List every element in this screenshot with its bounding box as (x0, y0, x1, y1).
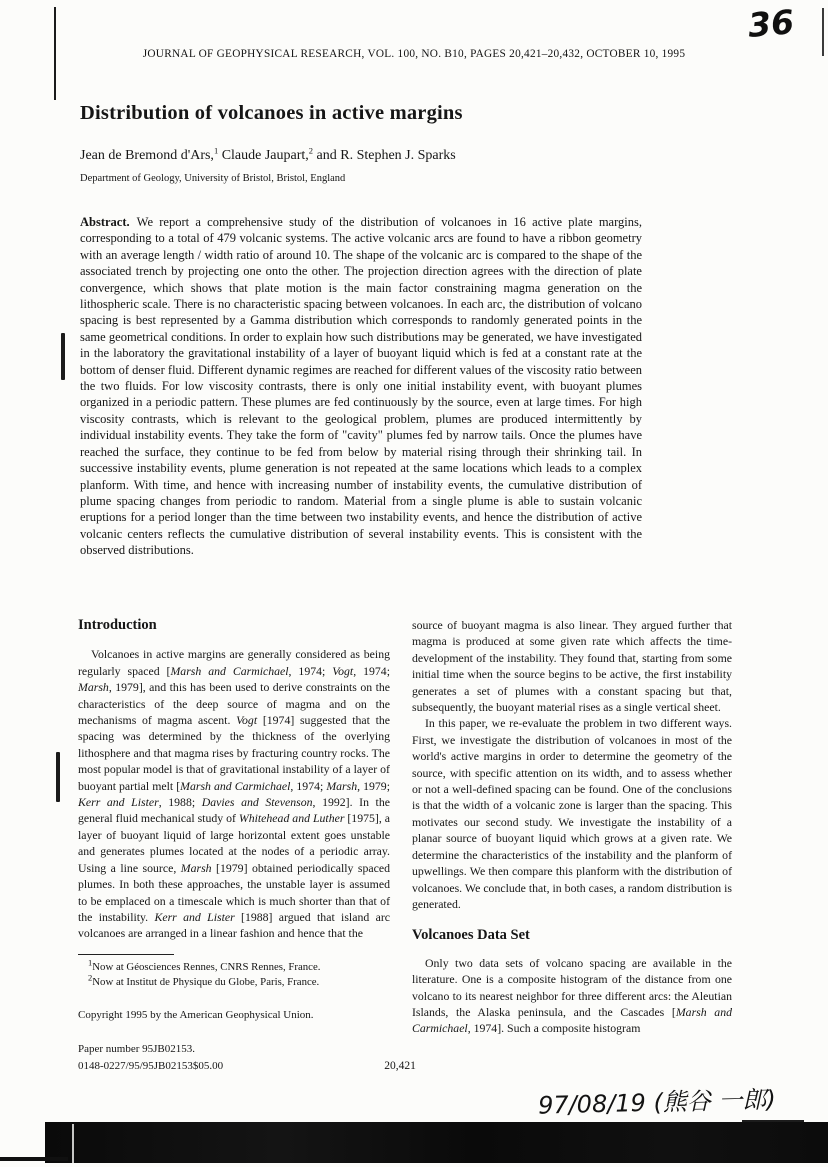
footnote-2: $^2$Now at Institut de Physique du Globe, Paris, France. (88, 972, 320, 989)
footnote-1: $^1$Now at Géosciences Rennes, CNRS Rennes, France. (88, 957, 321, 973)
abstract-text: We report a comprehensive study of the distribution of volcanoes in 16 active plate margins, corresponding to a total of 479 volcanic systems. The active volcanic arcs are found to have a ribbon geometry with an average length / width ratio of around 10. The shape of the volcanic arc is compared to the shape of the associated trench by projecting one onto the other. The projection direction agrees with the direction of plate convergence, which shows that plate motion is the main factor constraining magma generation on the lithospheric scale. There is no characteristic spacing between volcanoes. In each arc, the distribution of volcano spacing is best represented by a Gamma distribution which corresponds to randomly generated points in the same geometrical conditions. In order to explain how such distributions may be generated, we have investigated in the laboratory the gravitational instability of a layer of buoyant liquid which is fed at a constant rate at the bottom of denser fluid. Different dynamic regimes are reached for different values of the viscosity ratio between the two fluids. For low viscosity contrasts, there is only one initial instability event, with buoyant plumes organized in a periodic pattern. These plumes are fed continuously by the source, even at large times. For high viscosity contrasts, which is relevant to the geological problem, plumes are produced intermittently by individual instability events. They take the form of "cavity" plumes fed by narrow tails. Once the plumes have reached the surface, they continue to be fed from below by material rising through their shrinking tail. In successive instability events, plume generation is not repeated at the same locations which leads to a complex planform. With time, and hence with increasing number of instability events, the cumulative distribution of plume spacing changes from periodic to random. Material from a single plume is able to sustain volcanic eruptions for a period longer than the time between two instability events, and hence the distribution of active volcanic centers reflects the cumulative distribution of several instability events. This is consistent with the observed distributions. (80, 215, 642, 558)
right-column (412, 617, 732, 1037)
abstract-label: Abstract. (80, 215, 130, 229)
handwritten-date-note: 97/08/19 (熊谷 一郎) (537, 1085, 777, 1120)
section-heading-introduction: Introduction (78, 617, 157, 633)
footnote-rule (78, 954, 174, 955)
scan-margin-mark-top (54, 7, 56, 100)
scan-edge-mark (822, 8, 824, 56)
scan-bar-notch (72, 1124, 74, 1163)
journal-header: JOURNAL OF GEOPHYSICAL RESEARCH, VOL. 100, NO. B10, PAGES 20,421–20,432, OCTOBER 10, 1995 (142, 48, 686, 60)
scan-bottom-edge-line (0, 1157, 68, 1161)
article-title: Distribution of volcanoes in active margins (80, 102, 463, 124)
scan-black-bar (45, 1122, 828, 1163)
page-number: 20,421 (384, 1060, 416, 1072)
section-heading-volcanoes-data-set: Volcanoes Data Set (412, 927, 530, 944)
scan-margin-mark-intro (56, 752, 60, 802)
abstract-block (80, 214, 642, 559)
scan-margin-mark-abstract (61, 333, 65, 380)
data-set-paragraph: Only two data sets of volcano spacing are available in the literature. One is a composite histogram of the distance from one volcano to its nearest neighbor for three different arcs: the Aleutian Islands, the Alaska peninsula, and the Cascades [Marsh and Carmichael, 1974]. Such a composite histogram (412, 955, 732, 1036)
copyright-line: Copyright 1995 by the American Geophysical Union. (78, 1008, 314, 1021)
affiliation-line: Department of Geology, University of Bristol, Bristol, England (80, 173, 346, 184)
left-column (78, 617, 390, 1074)
author-line: Jean de Bremond d'Ars,$^1$ Claude Jaupart,$^2$ and R. Stephen J. Sparks (80, 145, 456, 163)
intro-paragraph: Volcanoes in active margins are generally considered as being regularly spaced [Marsh and Carmichael, 1974; Vogt, 1974; Marsh, 1979], and this has been used to derive constraints on the characteristics of the deep source of magma and on the mechanisms of magma ascent. Vogt [1974] suggested that the spacing was determined by the thickness of the overlying lithosphere and that magma rises by fracturing country rocks. The most popular model is that of gravitational instability of a layer of buoyant partial melt [Marsh and Carmichael, 1974; Marsh, 1979; Kerr and Lister, 1988; Davies and Stevenson, 1992]. In the general fluid mechanical study of Whitehead and Luther [1975], a layer of buoyant liquid of large horizontal extent goes unstable and generates plumes located at the nodes of a periodic array. Using a line source, Marsh [1979] obtained periodically spaced plumes. In both these approaches, the unstable layer is assumed to be emplaced on a timescale which is much shorter than that of the instability. Kerr and Lister [1988] argued that island arc volcanoes are arranged in a linear fashion and hence that the (78, 647, 391, 941)
handwritten-sheet-number: 36 (746, 2, 796, 45)
intro-paragraph-2: In this paper, we re-evaluate the problem in two different ways. First, we investigate the distribution of volcanoes in most of the world's active margins in order to determine the geometry of the source, with specific attention on its width, and to assess whether or not a well-defined spacing can be found. One of the conclusions is that the width of a volcanic zone is larger than the spacing. This motivates our second study. We investigate the instability of a planar source of buoyant liquid which grows at a given rate. We determine the characteristics of the instability and the planform of upwellings. We then compare this planform with the distribution of volcanoes. We conclude that, in both cases, a random distribution is generated. (412, 716, 732, 911)
paper-number-line: Paper number 95JB02153. (78, 1043, 196, 1056)
intro-paragraph-continuation: source of buoyant magma is also linear. They argued further that magma is produced at some given rate which affects the time-development of the instability. They found that, starting from some initial time when the source begins to be active, the first instability generates a set of plumes with a constant spacing but that, subsequently, the buoyant material rises as a single vertical sheet. (412, 618, 732, 715)
issn-code-line: 0148-0227/95/95JB02153$05.00 (78, 1059, 224, 1072)
